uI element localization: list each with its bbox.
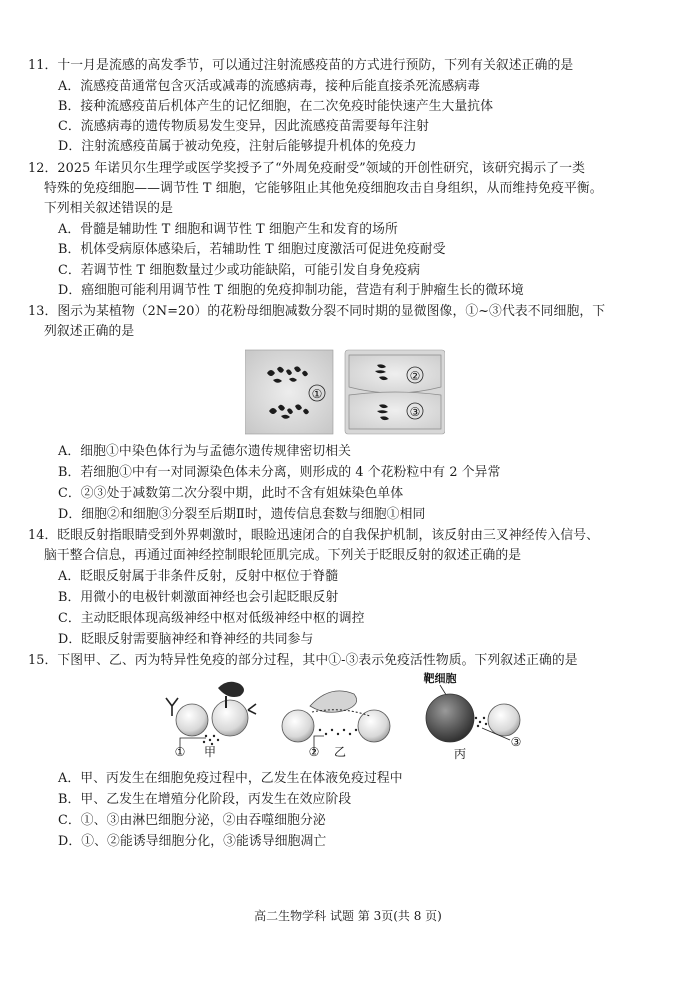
q15-immune-process-figure [160, 672, 540, 768]
label-bing: 丙 [453, 747, 467, 761]
label-n3: ③ [510, 735, 522, 749]
panel-jia [166, 682, 256, 759]
q12-option-d: D．癌细胞可能利用调节性 T 细胞的免疫抑制功能，营造有利于肿瘤生长的微环境 [58, 283, 524, 298]
q12-stem-line-1: 12．2025 年诺贝尔生理学或医学奖授予了“外周免疫耐受”领域的开创性研究，该研究揭示了一类 [28, 161, 585, 176]
q12-option-c: C．若调节性 T 细胞数量过少或功能缺陷，可能引发自身免疫病 [58, 263, 421, 278]
secreted-dots-1 [203, 735, 219, 745]
q14-option-d: D．眨眼反射需要脑神经和脊神经的共同参与 [58, 632, 314, 647]
label-yi: 乙 [333, 745, 347, 759]
label-cell-2: ② [409, 369, 421, 383]
q13-micrograph-figure [245, 349, 445, 435]
secreted-dots-2 [319, 729, 357, 735]
panel-yi [282, 691, 390, 759]
q14-stem-line-1: 14．眨眼反射指眼睛受到外界刺激时，眼睑迅速闭合的自我保护机制，该反射由三叉神经传入信号、 [28, 528, 600, 543]
cytotoxic-t-cell [488, 704, 520, 736]
q15-option-a: A．甲、丙发生在细胞免疫过程中，乙发生在体液免疫过程中 [58, 771, 403, 786]
q15-stem: 15．下图甲、乙、丙为特异性免疫的部分过程，其中①-③表示免疫活性物质。下列叙述正确的是 [28, 653, 578, 668]
q11-option-c: C．流感病毒的遗传物质易发生变异，因此流感疫苗需要每年注射 [58, 119, 430, 134]
label-target-cell: 靶细胞 [423, 672, 457, 685]
q14-option-c: C．主动眨眼体现高级神经中枢对低级神经中枢的调控 [58, 611, 365, 626]
lymphocyte-cell [176, 704, 208, 736]
q13-stem-line-1: 13．图示为某植物（2N=20）的花粉母细胞减数分裂不同时期的显微图像，①~③代表不同细胞，下 [28, 304, 606, 319]
q14-option-a: A．眨眼反射属于非条件反射，反射中枢位于脊髓 [58, 569, 339, 584]
label-n2: ② [308, 745, 320, 759]
q12-option-b: B．机体受病原体感染后，若辅助性 T 细胞过度激活可促进免疫耐受 [58, 242, 446, 257]
q14-stem-line-2: 脑干整合信息，再通过面神经控制眼轮匝肌完成。下列关于眨眼反射的叙述正确的是 [44, 548, 522, 563]
q11-option-b: B．接种流感疫苗后机体产生的记忆细胞，在二次免疫时能快速产生大量抗体 [58, 99, 494, 114]
q11-stem: 11．十一月是流感的高发季节，可以通过注射流感疫苗的方式进行预防，下列有关叙述正确的是 [28, 58, 574, 73]
target-cell [426, 694, 474, 742]
q12-stem-line-2: 特殊的免疫细胞——调节性 T 细胞，它能够阻止其他免疫细胞攻击自身组织，从而维持免疫平衡。 [44, 181, 603, 196]
antigen-shape [218, 682, 244, 697]
q15-option-b: B．甲、乙发生在增殖分化阶段，丙发生在效应阶段 [58, 792, 352, 807]
q12-stem-line-3: 下列相关叙述错误的是 [44, 201, 173, 216]
secreted-dots-3 [475, 717, 487, 727]
q14-option-b: B．用微小的电极针刺激面神经也会引起眨眼反射 [58, 590, 339, 605]
label-cell-1: ① [311, 387, 323, 401]
q11-option-d: D．注射流感疫苗属于被动免疫，注射后能够提升机体的免疫力 [58, 139, 417, 154]
label-cell-3: ③ [409, 405, 421, 419]
receptor-shape [248, 704, 256, 714]
cell-3-outline [349, 392, 441, 429]
antibody-shape [166, 698, 178, 716]
lymphocyte-cell [212, 700, 248, 736]
q13-option-c: C．②③处于减数第二次分裂中期，此时不含有姐妹染色单体 [58, 486, 404, 501]
macrophage-shape [310, 691, 357, 712]
q13-option-b: B．若细胞①中有一对同源染色体未分离，则形成的 4 个花粉粒中有 2 个异常 [58, 465, 501, 480]
q13-option-d: D．细胞②和细胞③分裂至后期Ⅱ时，遗传信息套数与细胞①相同 [58, 507, 426, 522]
q11-option-a: A．流感疫苗通常包含灭活或减毒的流感病毒，接种后能直接杀死流感病毒 [58, 79, 481, 94]
q13-option-a: A．细胞①中染色体行为与孟德尔遗传规律密切相关 [58, 444, 352, 459]
label-jia: 甲 [203, 745, 217, 759]
page-footer: 高二生物学科 试题 第 3页(共 8 页) [254, 909, 442, 923]
lymphocyte-cell [358, 710, 390, 742]
q15-option-c: C．①、③由淋巴细胞分泌，②由吞噬细胞分泌 [58, 813, 326, 828]
q13-stem-line-2: 列叙述正确的是 [44, 324, 135, 339]
cell-2-outline [349, 355, 441, 393]
lymphocyte-cell [282, 710, 314, 742]
panel-bing [424, 672, 522, 761]
q15-option-d: D．①、②能诱导细胞分化，③能诱导细胞凋亡 [58, 834, 327, 849]
label-n1: ① [174, 745, 186, 759]
q12-option-a: A．骨髓是辅助性 T 细胞和调节性 T 细胞产生和发育的场所 [58, 222, 398, 237]
